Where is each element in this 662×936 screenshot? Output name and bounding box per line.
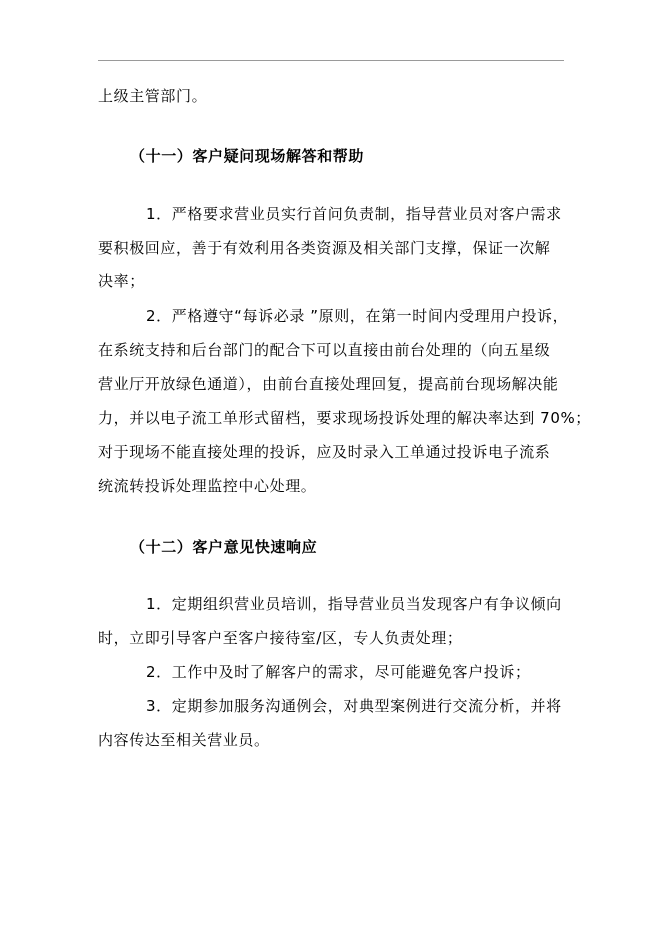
section-12-item-3-line: 3．定期参加服务沟通例会，对典型案例进行交流分析，并将 [146,697,562,715]
section-11-item-2-line: 在系统支持和后台部门的配合下可以直接由前台处理的（向五星级 [98,341,551,359]
section-11-item-2-line: 2．严格遵守“每诉必录 ”原则，在第一时间内受理用户投诉， [146,307,569,325]
section-11-item-2-line: 统流转投诉处理监控中心处理。 [98,477,317,495]
section-12-item-1-line: 时，立即引导客户至客户接待室/区，专人负责处理； [98,629,463,647]
intro-line: 上级主管部门。 [98,87,208,105]
header-rule [98,60,564,61]
section-11-item-1-line: 1．严格要求营业员实行首问负责制，指导营业员对客户需求 [146,205,562,223]
section-11-item-2-line: 对于现场不能直接处理的投诉，应及时录入工单通过投诉电子流系 [98,443,551,461]
section-11-item-1-line: 决率； [98,272,145,290]
section-12-item-3-line: 内容传达至相关营业员。 [98,731,270,749]
section-12-item-2-line: 2．工作中及时了解客户的需求，尽可能避免客户投诉； [146,663,531,681]
section-11-item-2-line: 力，并以电子流工单形式留档，要求现场投诉处理的解决率达到 70%； [98,409,591,427]
section-11-item-2-line: 营业厅开放绿色通道），由前台直接处理回复，提高前台现场解决能 [98,375,559,393]
section-11-heading: （十一）客户疑问现场解答和帮助 [130,147,365,165]
section-12-heading: （十二）客户意见快速响应 [130,538,318,556]
section-11-item-1-line: 要积极回应，善于有效利用各类资源及相关部门支撑，保证一次解 [98,239,551,257]
section-12-item-1-line: 1．定期组织营业员培训，指导营业员当发现客户有争议倾向 [146,595,562,613]
